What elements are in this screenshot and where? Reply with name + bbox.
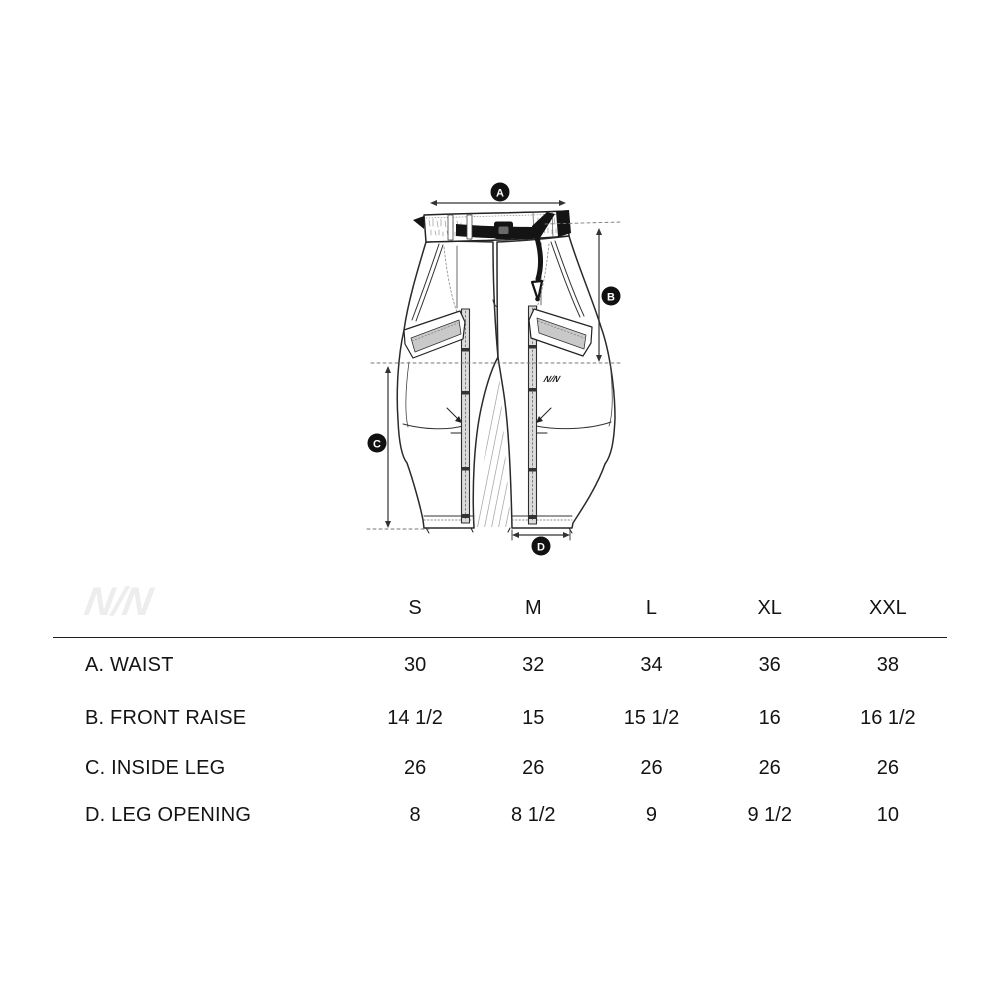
row-label: A. WAIST: [85, 653, 174, 676]
size-value-cell: 26: [522, 756, 545, 779]
size-value-cell: 26: [876, 756, 900, 779]
row-label: C. INSIDE LEG: [85, 756, 226, 779]
dimension-c: [368, 366, 392, 528]
size-value-cell: 16 1/2: [860, 706, 916, 729]
right-leg: [497, 236, 615, 533]
garment-brand-mark: N/N: [542, 374, 562, 384]
size-value-cell: 15 1/2: [623, 706, 680, 729]
size-value-cell: 8 1/2: [511, 803, 556, 826]
size-value-cell: 26: [403, 756, 427, 779]
table-row-front-raise: [53, 692, 947, 744]
size-value-cell: 34: [640, 653, 663, 676]
leg-zipper-left: [462, 309, 470, 523]
column-header-s: S: [408, 597, 422, 619]
row-label: D. LEG OPENING: [85, 803, 252, 826]
size-value-cell: 26: [758, 756, 781, 779]
marker-d-label: D: [537, 541, 545, 554]
brand-watermark: N/N: [81, 580, 155, 624]
size-chart-table: [53, 580, 947, 838]
table-row-inside-leg: [53, 744, 947, 792]
row-label: B. FRONT RAISE: [85, 706, 247, 729]
dimension-d: [512, 530, 570, 556]
column-header-m: M: [524, 597, 542, 619]
size-value-cell: 26: [640, 756, 663, 779]
table-row-waist: [53, 638, 947, 692]
waistband-left-tab: [413, 216, 424, 229]
size-value-cell: 8: [409, 803, 421, 826]
size-chart-header-row: [53, 580, 947, 638]
table-row-leg-opening: [53, 792, 947, 838]
size-value-cell: 32: [522, 653, 545, 676]
marker-c-label: C: [373, 438, 381, 451]
size-value-cell: 10: [876, 803, 900, 826]
size-value-cell: 9 1/2: [747, 803, 792, 826]
marker-b-label: B: [607, 291, 615, 304]
column-header-xxl: XXL: [868, 597, 907, 619]
size-value-cell: 9: [645, 803, 658, 826]
size-value-cell: 30: [403, 653, 427, 676]
column-header-xl: XL: [757, 597, 782, 619]
size-value-cell: 14 1/2: [387, 706, 443, 729]
marker-a-label: A: [496, 187, 504, 200]
column-header-l: L: [645, 597, 658, 619]
size-value-cell: 38: [876, 653, 900, 676]
left-leg: [397, 241, 502, 533]
size-value-cell: 36: [758, 653, 781, 676]
size-value-cell: 15: [522, 706, 545, 729]
dimension-a: [430, 183, 566, 207]
size-value-cell: 16: [758, 706, 781, 729]
